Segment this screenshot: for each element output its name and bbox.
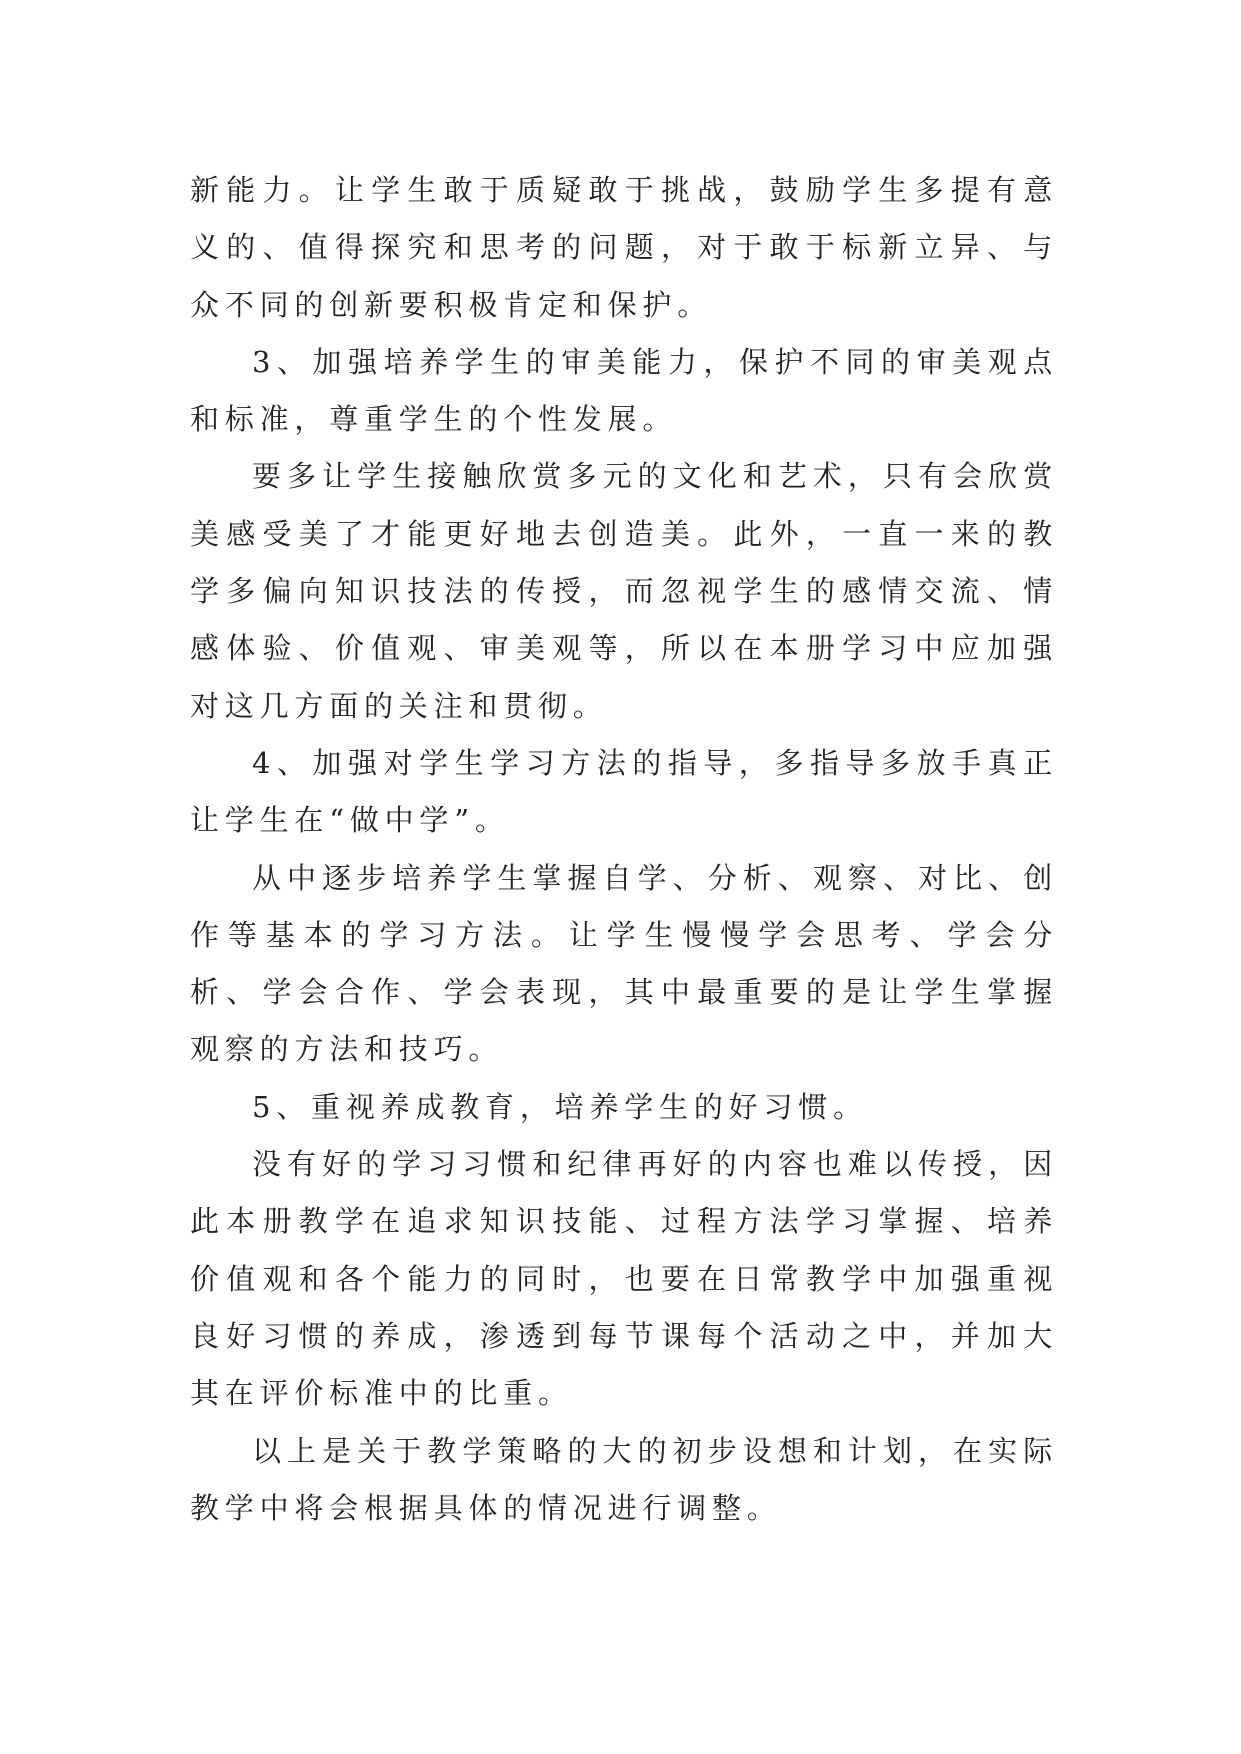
paragraph: 没有好的学习习惯和纪律再好的内容也难以传授，因此本册教学在追求知识技能、过程方法学习掌握、培养价值观和各个能力的同时，也要在日常教学中加强重视良好习惯的养成，渗透到每节课每个活动之中，并加大其在评价标准中的比重。: [190, 1147, 1058, 1411]
paragraph: 要多让学生接触欣赏多元的文化和艺术，只有会欣赏美感受美了才能更好地去创造美。此外，一直一来的教学多偏向知识技法的传授，而忽视学生的感情交流、情感体验、价值观、审美观等，所以在本册学习中应加强对这几方面的关注和贯彻。: [190, 459, 1058, 723]
paragraph-conclusion: 以上是关于教学策略的大的初步设想和计划，在实际教学中将会根据具体的情况进行调整。: [190, 1433, 1058, 1525]
paragraph: 从中逐步培养学生掌握自学、分析、观察、对比、创作等基本的学习方法。让学生慢慢学会思考、学会分析、学会合作、学会表现，其中最重要的是让学生掌握观察的方法和技巧。: [190, 860, 1058, 1067]
paragraph-heading-5: 5、重视养成教育，培养学生的好习惯。: [252, 1089, 868, 1124]
paragraph-continuation: 新能力。让学生敢于质疑敢于挑战，鼓励学生多提有意义的、值得探究和思考的问题，对于敢于标新立异、与众不同的创新要积极肯定和保护。: [190, 173, 1058, 322]
paragraph-heading-4: 4、加强对学生学习方法的指导，多指导多放手真正让学生在“做中学”。: [190, 745, 1058, 838]
paragraph-heading-3: 3、加强培养学生的审美能力，保护不同的审美观点和标准，尊重学生的个性发展。: [190, 344, 1058, 437]
body-text: [190, 162, 1058, 1537]
